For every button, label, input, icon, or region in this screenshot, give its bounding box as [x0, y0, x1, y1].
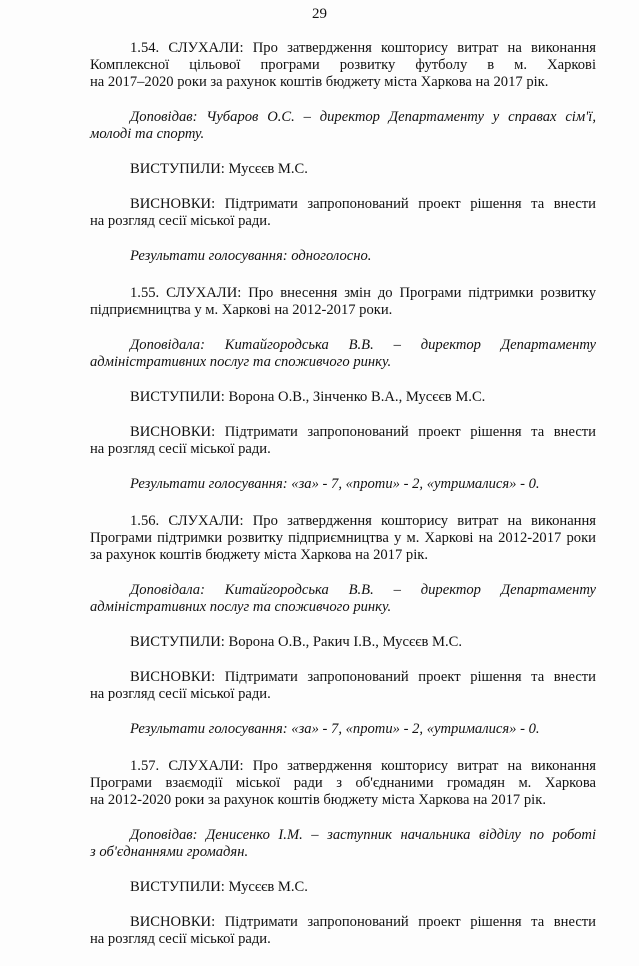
speakers-paragraph: ВИСТУПИЛИ: Ворона О.В., Ракич І.В., Мусєєв М.С. — [130, 634, 463, 650]
heard-paragraph — [90, 758, 596, 809]
conclusions-line: ВИСНОВКИ: Підтримати запропонований проект рішення та внести — [130, 914, 596, 930]
reporter-paragraph — [90, 582, 596, 616]
heard-line: на 2017–2020 роки за рахунок коштів бюджету міста Харкова на 2017 рік. — [90, 74, 549, 90]
heard-line: Комплексної цільової програми розвитку футболу в м. Харкові — [90, 57, 596, 73]
heard-line: 1.57. СЛУХАЛИ: Про затвердження кошторису витрат на виконання — [130, 758, 596, 774]
heard-paragraph — [90, 40, 596, 91]
agenda-item — [90, 40, 596, 265]
speakers-paragraph: ВИСТУПИЛИ: Мусєєв М.С. — [130, 161, 308, 177]
reporter-line: Доповідав: Чубаров О.С. – директор Департаменту у справах сім'ї, — [130, 109, 596, 125]
reporter-line: Доповідав: Денисенко І.М. – заступник начальника відділу по роботі — [130, 827, 596, 843]
reporter-line: з об'єднаннями громадян. — [90, 844, 249, 860]
heard-line: Програми взаємодії міської ради з об'єднаними громадян м. Харкова — [90, 775, 596, 791]
heard-line: Програми підтримки розвитку підприємництва у м. Харкові на 2012-2017 роки — [90, 530, 596, 546]
heard-paragraph — [90, 285, 596, 319]
heard-line: 1.56. СЛУХАЛИ: Про затвердження кошторису витрат на виконання — [130, 513, 596, 529]
reporter-paragraph — [90, 109, 596, 143]
voting-results: Результати голосування: «за» - 7, «проти» - 2, «утрималися» - 0. — [130, 476, 540, 492]
voting-results: Результати голосування: «за» - 7, «проти» - 2, «утрималися» - 0. — [130, 721, 540, 737]
reporter-line: Доповідала: Китайгородська В.В. – директор Департаменту — [130, 337, 596, 353]
conclusions-paragraph — [90, 914, 596, 948]
reporter-line: Доповідала: Китайгородська В.В. – директор Департаменту — [130, 582, 596, 598]
voting-results: Результати голосування: одноголосно. — [130, 248, 372, 264]
speakers-paragraph: ВИСТУПИЛИ: Мусєєв М.С. — [130, 879, 308, 895]
conclusions-line: ВИСНОВКИ: Підтримати запропонований проект рішення та внести — [130, 669, 596, 685]
heard-paragraph — [90, 513, 596, 564]
heard-line: 1.54. СЛУХАЛИ: Про затвердження кошторису витрат на виконання — [130, 40, 596, 56]
agenda-item — [90, 285, 596, 493]
agenda-item — [90, 513, 596, 738]
conclusions-line: ВИСНОВКИ: Підтримати запропонований проект рішення та внести — [130, 196, 596, 212]
conclusions-line: на розгляд сесії міської ради. — [90, 441, 271, 457]
conclusions-paragraph — [90, 424, 596, 458]
heard-line: підприємництва у м. Харкові на 2012-2017 роки. — [90, 302, 393, 318]
heard-line: 1.55. СЛУХАЛИ: Про внесення змін до Програми підтримки розвитку — [130, 285, 596, 301]
reporter-paragraph — [90, 337, 596, 371]
heard-line: на 2012-2020 роки за рахунок коштів бюджету міста Харкова на 2017 рік. — [90, 792, 546, 808]
conclusions-line: на розгляд сесії міської ради. — [90, 686, 271, 702]
reporter-line: адміністративних послуг та споживчого ринку. — [90, 599, 392, 615]
heard-line: за рахунок коштів бюджету міста Харкова на 2017 рік. — [90, 547, 429, 563]
reporter-paragraph — [90, 827, 596, 861]
conclusions-paragraph — [90, 669, 596, 703]
agenda-item — [90, 758, 596, 948]
speakers-paragraph: ВИСТУПИЛИ: Ворона О.В., Зінченко В.А., Мусєєв М.С. — [130, 389, 486, 405]
conclusions-paragraph — [90, 196, 596, 230]
page-number: 29 — [312, 6, 327, 22]
document-body — [90, 40, 596, 966]
conclusions-line: на розгляд сесії міської ради. — [90, 931, 271, 947]
reporter-line: адміністративних послуг та споживчого ринку. — [90, 354, 392, 370]
conclusions-line: ВИСНОВКИ: Підтримати запропонований проект рішення та внести — [130, 424, 596, 440]
reporter-line: молоді та спорту. — [90, 126, 205, 142]
conclusions-line: на розгляд сесії міської ради. — [90, 213, 271, 229]
